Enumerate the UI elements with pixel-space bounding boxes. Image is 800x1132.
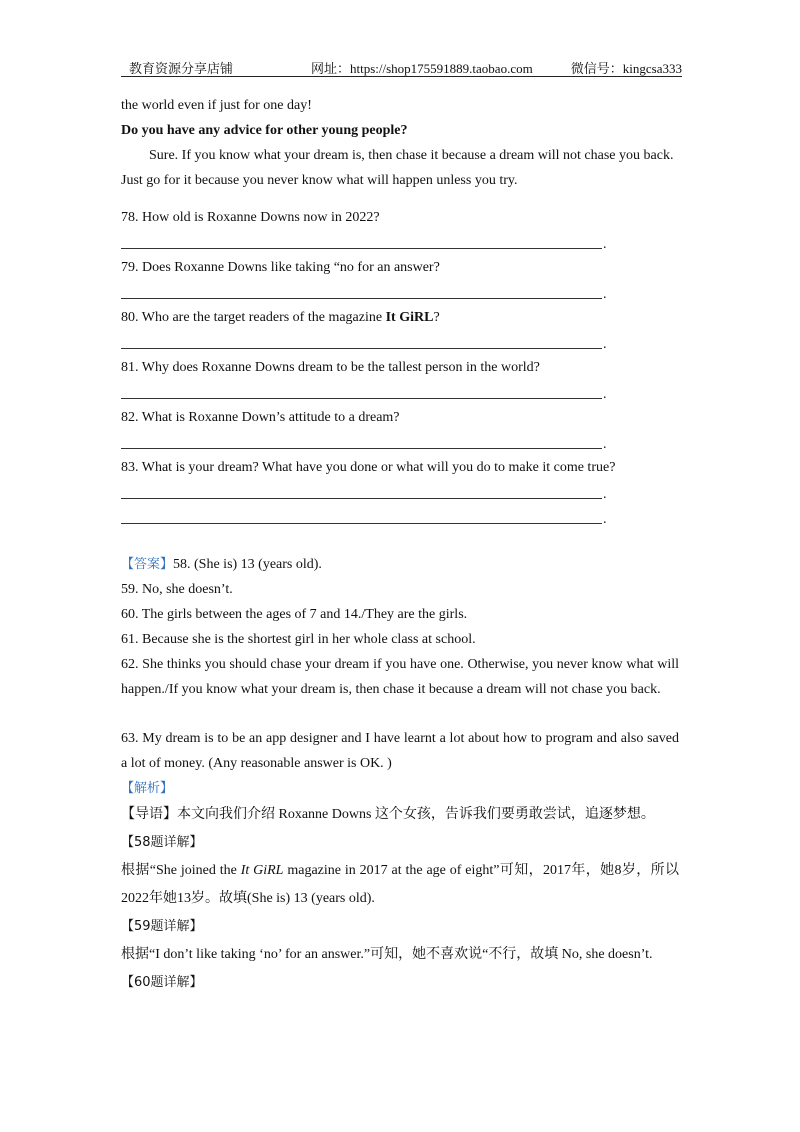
magazine-name: It GiRL	[385, 310, 434, 325]
question-82	[121, 405, 679, 455]
answer-blank[interactable]: .	[121, 280, 679, 305]
detail-59-text: 根据“I don’t like taking ‘no’ for an answer.”可知，她不喜欢说“不行，故填 No, she doesn’t.	[121, 947, 653, 962]
answer-58: 58. (She is) 13 (years old).	[173, 557, 322, 572]
interview-question: Do you have any advice for other young people?	[121, 123, 408, 138]
header-wechat: 微信号：kingcsa333	[570, 61, 682, 76]
answer-blank[interactable]: .	[121, 380, 679, 405]
question-text: 80. Who are the target readers of the magazine It GiRL?	[121, 310, 440, 325]
question-79	[121, 255, 679, 305]
question-text: 78. How old is Roxanne Downs now in 2022?	[121, 210, 380, 225]
question-80	[121, 305, 679, 355]
answer-61: 61. Because she is the shortest girl in her whole class at school.	[121, 632, 476, 647]
passage-ending: the world even if just for one day!	[121, 98, 312, 113]
document-body	[121, 93, 679, 997]
detail-59-title: 【59题详解】	[121, 919, 203, 934]
answer-blank[interactable]: .	[121, 330, 679, 355]
question-78	[121, 205, 679, 255]
answer-59: 59. No, she doesn’t.	[121, 582, 233, 597]
analysis-section	[121, 776, 679, 997]
answer-62: 62. She thinks you should chase your dream if you have one. Otherwise, you never know what will happen./If you know what your dream is, then chase it because a dream will not chase you back.	[121, 657, 679, 697]
answer-blank[interactable]: .	[121, 430, 679, 455]
magazine-name-italic: It GiRL	[240, 863, 284, 878]
analysis-guide: 【导语】本文向我们介绍 Roxanne Downs 这个女孩，告诉我们要勇敢尝试，追逐梦想。	[121, 807, 655, 822]
question-text: 83. What is your dream? What have you done or what will you do to make it come true?	[121, 460, 616, 475]
page-header	[121, 56, 682, 77]
interview-reply: Sure. If you know what your dream is, then chase it because a dream will not chase you back. Just go for it because you never know what will happen unless you try.	[121, 148, 674, 188]
answer-blank[interactable]: .	[121, 230, 679, 255]
answer-63: 63. My dream is to be an app designer and I have learnt a lot about how to program and also saved a lot of money. (Any reasonable answer is OK. )	[121, 731, 679, 771]
question-text: 82. What is Roxanne Down’s attitude to a dream?	[121, 410, 400, 425]
header-shop-name: 教育资源分享店铺	[129, 62, 234, 77]
analysis-label: 【解析】	[121, 781, 174, 796]
question-83	[121, 455, 679, 530]
detail-58-title: 【58题详解】	[121, 835, 203, 850]
detail-58-text: 根据“She joined the It GiRL magazine in 2017 at the age of eight”可知，2017年，她8岁，所以2022年她13岁。故填(She is) 13 (years old).	[121, 863, 680, 906]
question-text: 81. Why does Roxanne Downs dream to be the tallest person in the world?	[121, 360, 540, 375]
answer-blank[interactable]: .	[121, 505, 679, 530]
question-81	[121, 355, 679, 405]
answer-label: 【答案】	[121, 557, 174, 572]
header-url: 网址：https://shop175591889.taobao.com	[311, 61, 533, 76]
question-text: 79. Does Roxanne Downs like taking “no for an answer?	[121, 260, 440, 275]
detail-60-title: 【60题详解】	[121, 975, 203, 990]
answer-section	[121, 552, 679, 776]
answer-60: 60. The girls between the ages of 7 and 14./They are the girls.	[121, 607, 468, 622]
answer-blank[interactable]: .	[121, 480, 679, 505]
